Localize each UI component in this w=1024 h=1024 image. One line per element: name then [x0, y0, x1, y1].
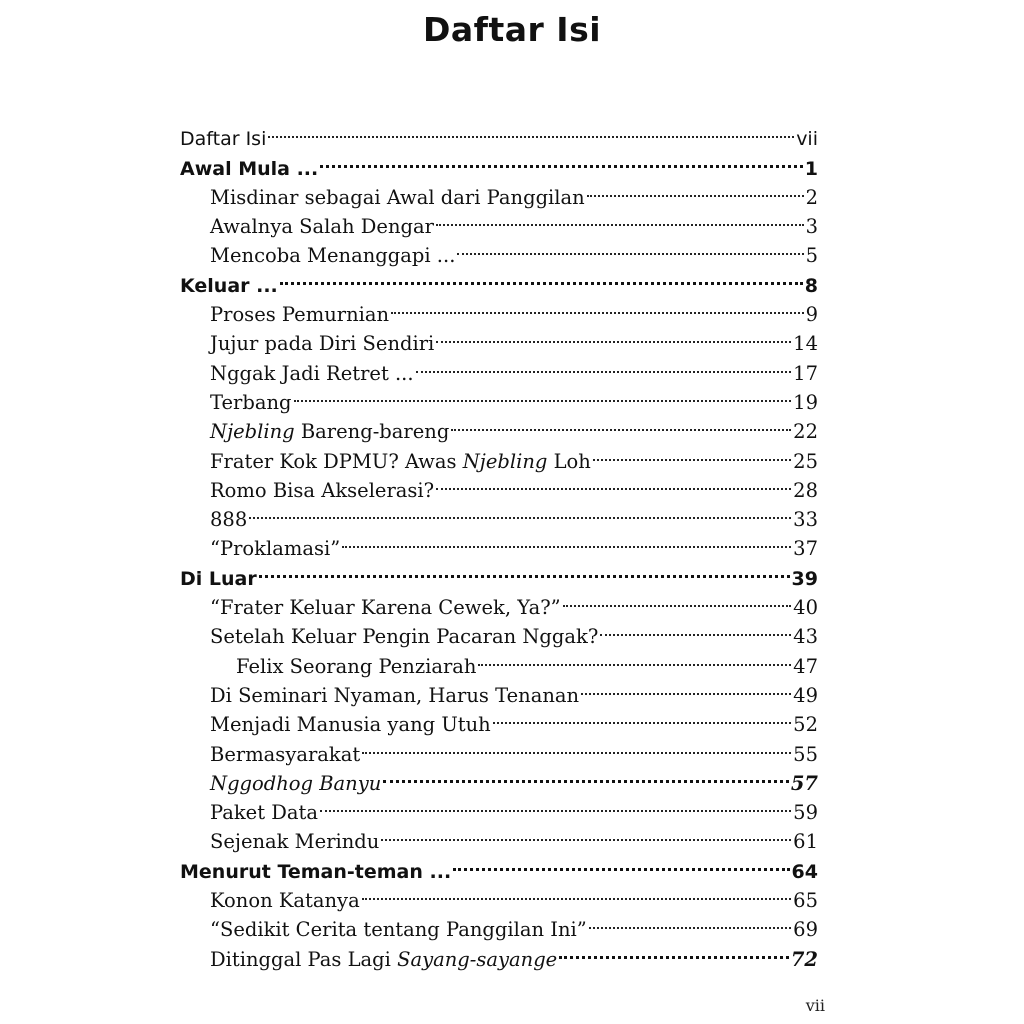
toc-entry: [180, 497, 818, 532]
toc-entry-title-part: Jujur pada Diri Sendiri: [210, 332, 435, 356]
toc-entry-page-number: 43: [793, 625, 818, 649]
toc-entry-title: [236, 652, 476, 681]
toc-entry-page-number: 52: [793, 713, 818, 737]
toc-entry-title: [210, 212, 434, 241]
toc-entry-title-part: Terbang: [210, 390, 292, 414]
toc-entry-title-part: Njebling: [210, 420, 295, 444]
toc-entry-page-number: 72: [790, 947, 818, 971]
toc-entry-title-part: Menjadi Manusia yang Utuh: [210, 713, 491, 737]
dot-leader: [362, 878, 791, 907]
toc-entry-page-number: 9: [805, 303, 818, 327]
dot-leader: [249, 497, 791, 526]
page-title: Daftar Isi: [422, 10, 602, 49]
toc-entry-page-number: 69: [793, 918, 818, 942]
toc-entry-page-number: 17: [793, 361, 818, 385]
toc-entry-title-part: Njebling: [462, 449, 548, 473]
dot-leader: [451, 409, 791, 438]
toc-entry-title: [210, 740, 360, 769]
page-number-footer: vii: [805, 996, 825, 1015]
toc-entry-page-number: 14: [793, 332, 818, 356]
dot-leader: [362, 731, 791, 760]
toc-entry-title-part: Loh: [547, 449, 591, 473]
toc-entry-title: [210, 388, 292, 417]
toc-entry-title: [210, 798, 318, 827]
toc-entry: [180, 116, 818, 151]
toc-entry-page-number: 39: [791, 567, 818, 590]
toc-entry-page-number: 25: [793, 449, 818, 473]
dot-leader: [436, 321, 791, 350]
toc-entry-title-part: Proses Pemurnian: [210, 303, 390, 327]
dot-leader: [593, 438, 791, 467]
toc-entry-title-part: Frater Kok DPMU? Awas: [210, 449, 463, 473]
toc-entry-page-number: 2: [805, 185, 818, 209]
toc-entry-page-number: 19: [793, 390, 818, 414]
dot-leader: [381, 819, 791, 848]
toc-entry-title-part: 888: [210, 508, 248, 532]
toc-entry-page-number: 1: [804, 157, 818, 180]
toc-entry-title-part: Nggak Jadi Retret ...: [210, 361, 414, 385]
dot-leader: [342, 526, 791, 555]
toc-entry-title: [210, 417, 449, 446]
toc-entry-title: [210, 505, 247, 534]
toc-entry-title-part: Bermasyarakat: [210, 742, 361, 766]
toc-entry-page-number: 5: [805, 244, 818, 268]
toc-entry-title: [210, 593, 561, 622]
toc-entry-title: [210, 827, 379, 856]
toc-entry-title: [210, 945, 557, 974]
dot-leader: [259, 555, 790, 584]
toc-entry-page-number: 33: [793, 508, 818, 532]
toc-entry-title-part: Awal Mula ...: [180, 157, 319, 180]
toc-entry-page-number: 40: [793, 596, 818, 620]
toc-entry-page-number: 64: [791, 860, 818, 883]
dot-leader: [589, 907, 791, 936]
toc-entry-page-number: 22: [793, 420, 818, 444]
dot-leader: [563, 585, 792, 614]
toc-entry-title-part: “Proklamasi”: [210, 537, 341, 561]
toc-entry-title-part: Romo Bisa Akselerasi?: [210, 478, 435, 502]
toc-entry-page-number: 59: [793, 801, 818, 825]
toc-entry-title-part: Setelah Keluar Pengin Pacaran Nggak?: [210, 625, 599, 649]
toc-entry: [180, 526, 818, 561]
dot-leader: [280, 262, 803, 291]
toc-entry-title-part: Nggodhog Banyu: [210, 771, 382, 795]
dot-leader: [457, 233, 803, 262]
toc-entry-title: [180, 272, 278, 301]
toc-entry: [180, 555, 818, 590]
dot-leader: [294, 380, 792, 409]
toc-entry-title-part: Sejenak Merindu: [210, 830, 380, 854]
toc-entry-title: [210, 886, 360, 915]
dot-leader: [383, 761, 789, 790]
dot-leader: [436, 204, 804, 233]
toc-entry-page-number: 3: [805, 215, 818, 239]
toc-entry-title-part: Bareng-bareng: [294, 420, 450, 444]
toc-entry-title: [210, 300, 389, 329]
toc-entry-page-number: 47: [793, 654, 818, 678]
toc-entry-page-number: 37: [793, 537, 818, 561]
dot-leader: [453, 848, 789, 877]
table-of-contents: [180, 116, 818, 971]
toc-entry-title-part: Mencoba Menanggapi ...: [210, 244, 456, 268]
dot-leader: [268, 116, 794, 145]
toc-entry-title-part: “Sedikit Cerita tentang Panggilan Ini”: [210, 918, 587, 942]
toc-entry-title-part: Paket Data: [210, 801, 318, 825]
toc-entry-title: [180, 155, 318, 184]
toc-entry-title-part: Sayang-sayange: [397, 947, 558, 971]
toc-entry-title: [210, 329, 434, 358]
dot-leader: [320, 145, 803, 174]
toc-entry-page-number: 61: [793, 830, 818, 854]
toc-entry-title-part: Konon Katanya: [210, 889, 360, 913]
toc-entry-title-part: Felix Seorang Penziarah: [236, 654, 477, 678]
dot-leader: [600, 614, 791, 643]
dot-leader: [559, 936, 789, 965]
toc-entry-page-number: vii: [796, 128, 818, 151]
dot-leader: [391, 292, 804, 321]
dot-leader: [436, 468, 791, 497]
dot-leader: [416, 350, 792, 379]
toc-entry-page-number: 57: [790, 771, 818, 795]
dot-leader: [493, 702, 791, 731]
toc-entry-title: [180, 565, 257, 594]
toc-entry-title-part: Daftar Isi: [180, 128, 267, 151]
toc-entry: [180, 585, 818, 620]
dot-leader: [587, 175, 804, 204]
dot-leader: [581, 673, 791, 702]
toc-entry-title-part: Misdinar sebagai Awal dari Panggilan: [210, 185, 585, 209]
toc-entry-page-number: 49: [793, 683, 818, 707]
toc-entry-title-part: Awalnya Salah Dengar: [210, 215, 434, 239]
toc-entry-page-number: 65: [793, 889, 818, 913]
dot-leader: [320, 790, 791, 819]
dot-leader: [478, 643, 791, 672]
toc-entry-title-part: Menurut Teman-teman ...: [180, 860, 452, 883]
toc-entry-title-part: Ditinggal Pas Lagi: [210, 947, 398, 971]
toc-entry-title-part: Di Luar: [180, 567, 257, 590]
toc-entry-title: [180, 125, 266, 154]
toc-entry-title-part: Di Seminari Nyaman, Harus Tenanan: [210, 683, 580, 707]
toc-entry-page-number: 55: [793, 742, 818, 766]
toc-entry: [180, 145, 818, 180]
toc-entry-title: [210, 915, 587, 944]
toc-entry-page-number: 8: [804, 274, 818, 297]
toc-entry-page-number: 28: [793, 478, 818, 502]
toc-entry-title-part: “Frater Keluar Karena Cewek, Ya?”: [210, 596, 561, 620]
toc-entry-title-part: Keluar ...: [180, 274, 278, 297]
